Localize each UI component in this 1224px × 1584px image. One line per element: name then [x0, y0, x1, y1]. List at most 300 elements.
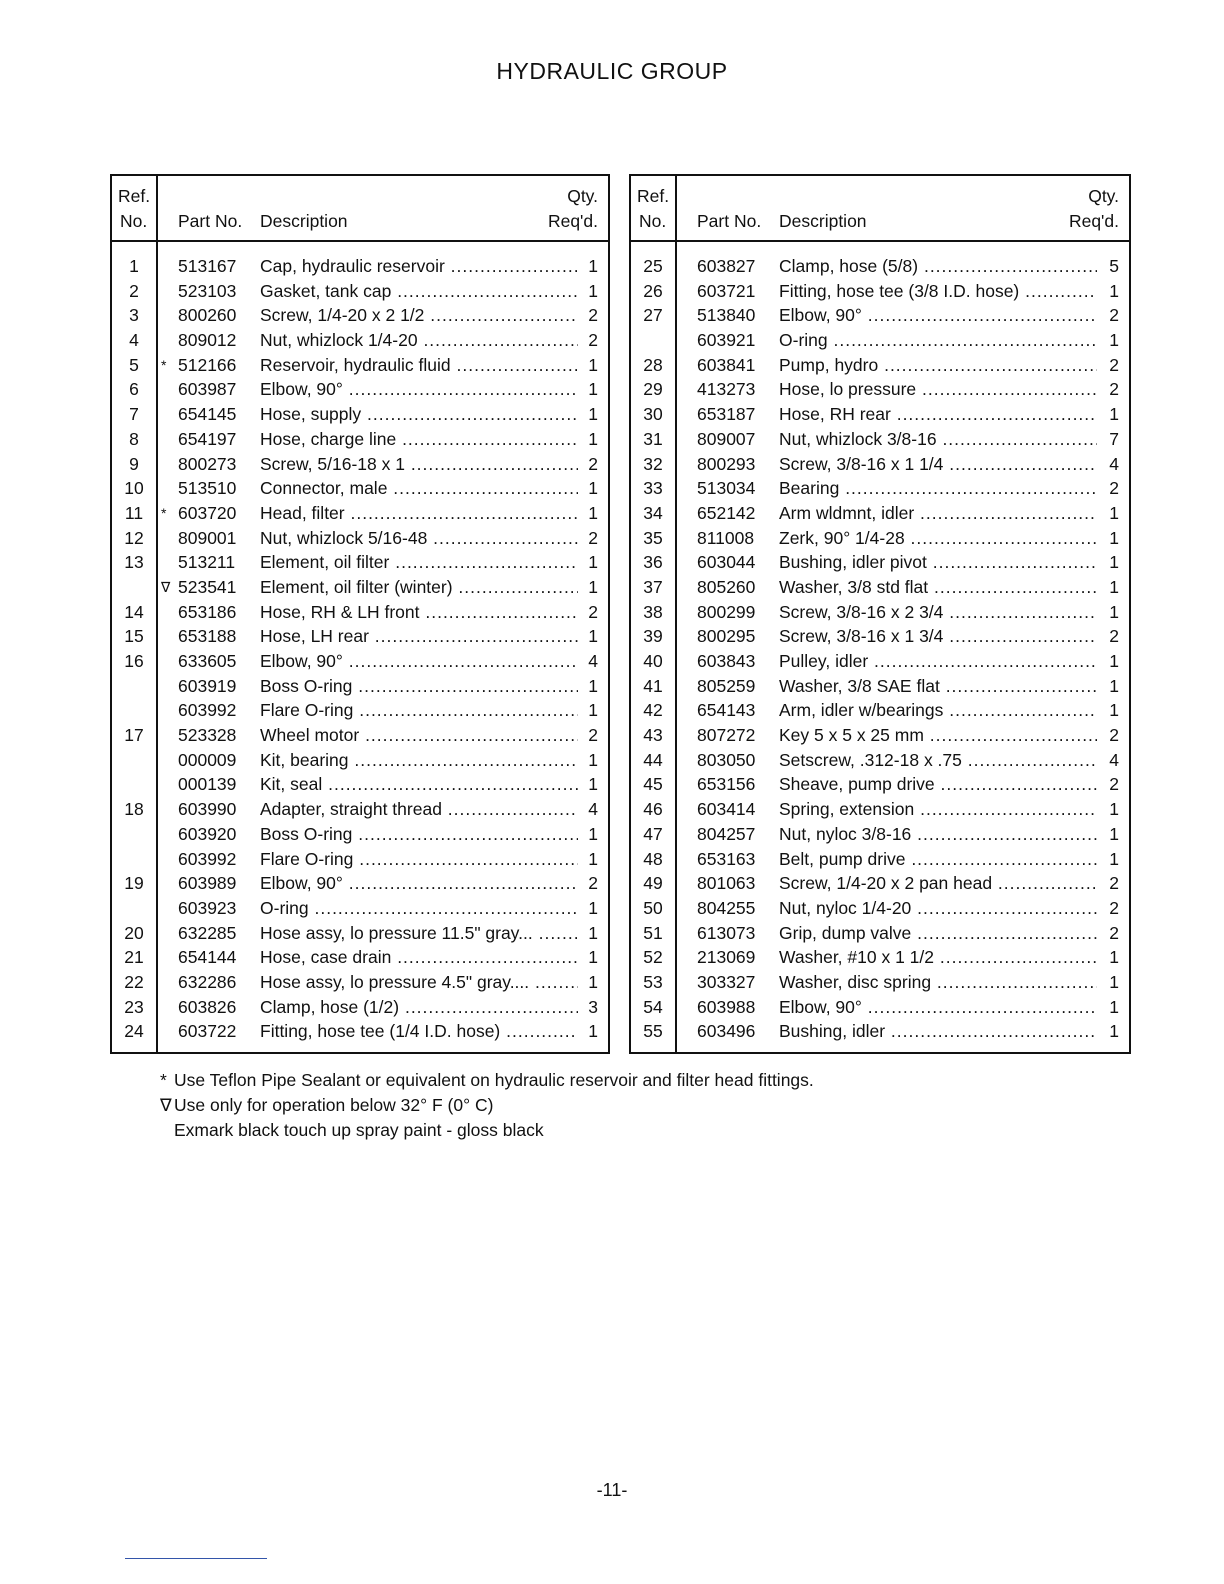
table-row	[631, 279, 1129, 304]
qty-required: 1	[588, 897, 598, 918]
qty-required: 1	[1109, 996, 1119, 1017]
description: Screw, 1/4-20 x 2 pan head .....	[779, 871, 1097, 896]
table-row	[112, 550, 608, 575]
part-no: 800295	[697, 626, 756, 647]
table-row	[631, 772, 1129, 797]
part-no: 603987	[178, 379, 237, 400]
table-body-left	[112, 254, 608, 1044]
qty-required: 4	[588, 799, 598, 820]
part-no: 809001	[178, 527, 237, 548]
table-row	[631, 476, 1129, 501]
qty-required: 1	[588, 552, 598, 573]
ref-no: 5	[129, 354, 139, 375]
qty-required: 2	[1109, 897, 1119, 918]
ref-no: 14	[124, 601, 144, 622]
header-qty: Qty.	[567, 186, 598, 206]
header-divider	[112, 240, 608, 242]
part-no: 603992	[178, 700, 237, 721]
ref-no: 32	[643, 453, 663, 474]
description: Hose, RH rear .....	[779, 402, 1097, 427]
part-no: 603827	[697, 256, 756, 276]
table-row	[112, 748, 608, 773]
part-no: 603988	[697, 996, 756, 1017]
part-no: 801063	[697, 873, 756, 894]
ref-no: 22	[124, 971, 144, 992]
qty-required: 1	[588, 404, 598, 425]
qty-required: 4	[1109, 453, 1119, 474]
table-row	[112, 624, 608, 649]
qty-required: 1	[1109, 971, 1119, 992]
qty-required: 4	[1109, 749, 1119, 770]
part-no: 603722	[178, 1021, 237, 1042]
description: Nut, whizlock 5/16-48 .....	[260, 526, 578, 551]
ref-no: 36	[643, 552, 663, 573]
footnote-text: Use only for operation below 32° F (0° C)	[174, 1095, 494, 1115]
table-row	[631, 452, 1129, 477]
header-reqd: Req'd.	[1068, 211, 1119, 231]
qty-required: 1	[1109, 799, 1119, 820]
header-reqd: Req'd.	[547, 211, 598, 231]
description: Washer, 3/8 std flat .....	[779, 575, 1097, 600]
table-row	[112, 427, 608, 452]
qty-required: 1	[1109, 700, 1119, 721]
qty-required: 1	[588, 428, 598, 449]
description: Screw, 3/8-16 x 1 1/4 .....	[779, 452, 1097, 477]
description: Fitting, hose tee (1/4 I.D. hose) .....	[260, 1019, 578, 1044]
table-row	[112, 871, 608, 896]
table-row	[631, 847, 1129, 872]
table-body-right	[631, 254, 1129, 1044]
footnote-text: Exmark black touch up spray paint - gloss black	[174, 1120, 544, 1140]
part-no: 807272	[697, 725, 756, 746]
qty-required: 1	[588, 675, 598, 696]
page-number: -11-	[596, 1480, 628, 1500]
ref-no: 49	[643, 873, 663, 894]
table-row	[112, 600, 608, 625]
qty-required: 1	[588, 1021, 598, 1042]
part-no: 653156	[697, 774, 756, 795]
description: Screw, 1/4-20 x 2 1/2 .....	[260, 303, 578, 328]
ref-no: 27	[643, 305, 663, 326]
table-row	[631, 328, 1129, 353]
part-no: 804255	[697, 897, 756, 918]
ref-no: 3	[129, 305, 139, 326]
part-no: 523103	[178, 280, 237, 301]
description: Kit, bearing .....	[260, 748, 578, 773]
qty-required: 1	[1109, 552, 1119, 573]
description: Adapter, straight thread .....	[260, 797, 578, 822]
part-no: 000009	[178, 749, 237, 770]
ref-no: 41	[643, 675, 663, 696]
table-row	[112, 279, 608, 304]
table-row	[112, 772, 608, 797]
description: Wheel motor .....	[260, 723, 578, 748]
ref-no: 52	[643, 947, 663, 968]
ref-no: 4	[129, 330, 139, 351]
footnote-paint	[160, 1118, 814, 1143]
description: Arm wldmnt, idler .....	[779, 501, 1097, 526]
table-row	[112, 822, 608, 847]
table-row	[631, 822, 1129, 847]
table-row	[112, 353, 608, 378]
description: O-ring .....	[260, 896, 578, 921]
part-no: 603720	[178, 502, 237, 523]
table-row	[631, 427, 1129, 452]
qty-required: 1	[1109, 1021, 1119, 1042]
header-description: Description	[779, 211, 867, 231]
ref-no: 39	[643, 626, 663, 647]
ref-no: 54	[643, 996, 663, 1017]
part-no: 809012	[178, 330, 237, 351]
description: Nut, nyloc 3/8-16 .....	[779, 822, 1097, 847]
header-no: No.	[639, 211, 667, 231]
ref-no: 45	[643, 774, 663, 795]
description: Bushing, idler pivot .....	[779, 550, 1097, 575]
row-marker: *	[161, 504, 167, 521]
description: Hose assy, lo pressure 4.5" gray.... .....	[260, 970, 578, 995]
parts-table-right	[629, 174, 1131, 1054]
part-no: 603414	[697, 799, 756, 820]
description: Elbow, 90° .....	[779, 995, 1097, 1020]
description: Flare O-ring .....	[260, 847, 578, 872]
qty-required: 1	[1109, 848, 1119, 869]
table-row	[631, 649, 1129, 674]
table-row	[631, 748, 1129, 773]
part-no: 513167	[178, 256, 237, 276]
footnote-text: Use Teflon Pipe Sealant or equivalent on hydraulic reservoir and filter head fittings.	[174, 1070, 814, 1090]
table-row	[112, 797, 608, 822]
part-no: 652142	[697, 502, 756, 523]
ref-no: 10	[124, 478, 144, 499]
qty-required: 1	[588, 379, 598, 400]
row-marker: ∇	[161, 578, 171, 595]
footnotes	[160, 1068, 814, 1143]
ref-no: 43	[643, 725, 663, 746]
part-no: 800299	[697, 601, 756, 622]
footnote-winter	[160, 1093, 814, 1118]
table-row	[631, 526, 1129, 551]
part-no: 603920	[178, 823, 237, 844]
header-part-no: Part No.	[178, 211, 243, 231]
qty-required: 1	[1109, 675, 1119, 696]
part-no: 523541	[178, 576, 237, 597]
ref-no: 35	[643, 527, 663, 548]
table-row	[112, 995, 608, 1020]
part-no: 513510	[178, 478, 237, 499]
part-no: 632285	[178, 922, 237, 943]
table-row	[631, 575, 1129, 600]
description: Washer, 3/8 SAE flat .....	[779, 674, 1097, 699]
part-no: 654144	[178, 947, 237, 968]
table-row	[631, 550, 1129, 575]
ref-no: 55	[643, 1021, 663, 1042]
ref-no: 2	[129, 280, 139, 301]
part-no: 800273	[178, 453, 237, 474]
page-title: HYDRAULIC GROUP	[496, 58, 728, 84]
part-no: 800293	[697, 453, 756, 474]
part-no: 654197	[178, 428, 237, 449]
qty-required: 1	[1109, 330, 1119, 351]
table-row	[631, 254, 1129, 279]
description: Hose, lo pressure .....	[779, 377, 1097, 402]
qty-required: 2	[588, 305, 598, 326]
table-row	[112, 970, 608, 995]
ref-no: 21	[124, 947, 144, 968]
part-no: 800260	[178, 305, 237, 326]
part-no: 805260	[697, 576, 756, 597]
part-no: 512166	[178, 354, 237, 375]
qty-required: 2	[588, 527, 598, 548]
triangle-symbol: ∇	[160, 1095, 172, 1115]
part-no: 653186	[178, 601, 237, 622]
part-no: 603992	[178, 848, 237, 869]
description: Nut, whizlock 3/8-16 .....	[779, 427, 1097, 452]
description: Clamp, hose (5/8) .....	[779, 254, 1097, 279]
qty-required: 7	[1109, 428, 1119, 449]
qty-required: 2	[1109, 626, 1119, 647]
description: Screw, 3/8-16 x 2 3/4 .....	[779, 600, 1097, 625]
qty-required: 2	[588, 725, 598, 746]
description: Sheave, pump drive .....	[779, 772, 1097, 797]
description: Elbow, 90° .....	[260, 871, 578, 896]
part-no: 603826	[178, 996, 237, 1017]
qty-required: 2	[1109, 354, 1119, 375]
description: Element, oil filter .....	[260, 550, 578, 575]
qty-required: 1	[1109, 576, 1119, 597]
qty-required: 2	[1109, 873, 1119, 894]
asterisk-symbol: *	[160, 1070, 167, 1090]
description: Connector, male .....	[260, 476, 578, 501]
ref-no: 1	[129, 256, 139, 276]
description: Head, filter .....	[260, 501, 578, 526]
ref-no: 34	[643, 502, 663, 523]
qty-required: 1	[1109, 527, 1119, 548]
ref-no: 48	[643, 848, 663, 869]
table-row	[631, 501, 1129, 526]
ref-no: 7	[129, 404, 139, 425]
ref-no: 33	[643, 478, 663, 499]
description: Elbow, 90° .....	[260, 649, 578, 674]
qty-required: 1	[588, 700, 598, 721]
table-row	[112, 254, 608, 279]
part-no: 603923	[178, 897, 237, 918]
ref-no: 31	[643, 428, 663, 449]
ref-no: 44	[643, 749, 663, 770]
header-description: Description	[260, 211, 348, 231]
description: Element, oil filter (winter) .....	[260, 575, 578, 600]
description: Zerk, 90° 1/4-28 .....	[779, 526, 1097, 551]
table-row	[112, 723, 608, 748]
table-row	[631, 970, 1129, 995]
ref-no: 42	[643, 700, 663, 721]
part-no: 632286	[178, 971, 237, 992]
description: Washer, disc spring .....	[779, 970, 1097, 995]
part-no: 513840	[697, 305, 756, 326]
description: Elbow, 90° .....	[779, 303, 1097, 328]
description: Bushing, idler .....	[779, 1019, 1097, 1044]
description: Cap, hydraulic reservoir .....	[260, 254, 578, 279]
description: Grip, dump valve .....	[779, 921, 1097, 946]
table-row	[112, 526, 608, 551]
description: Hose, charge line .....	[260, 427, 578, 452]
table-row	[631, 995, 1129, 1020]
table-row	[631, 353, 1129, 378]
description: Belt, pump drive .....	[779, 847, 1097, 872]
qty-required: 5	[1109, 256, 1119, 276]
table-row	[112, 921, 608, 946]
qty-required: 1	[588, 971, 598, 992]
qty-required: 1	[588, 502, 598, 523]
description: Spring, extension .....	[779, 797, 1097, 822]
table-row	[112, 674, 608, 699]
ref-no: 37	[643, 576, 663, 597]
qty-required: 1	[1109, 601, 1119, 622]
part-no: 603496	[697, 1021, 756, 1042]
description: Screw, 3/8-16 x 1 3/4 .....	[779, 624, 1097, 649]
header-no: No.	[120, 211, 148, 231]
qty-required: 1	[588, 576, 598, 597]
qty-required: 2	[588, 330, 598, 351]
description: Setscrew, .312-18 x .75 .....	[779, 748, 1097, 773]
qty-required: 1	[1109, 280, 1119, 301]
part-no: 811008	[697, 527, 755, 548]
ref-no: 50	[643, 897, 663, 918]
ref-no: 20	[124, 922, 144, 943]
part-no: 603919	[178, 675, 237, 696]
description: Reservoir, hydraulic fluid .....	[260, 353, 578, 378]
part-no: 603843	[697, 651, 756, 671]
header-qty: Qty.	[1088, 186, 1119, 206]
table-row	[112, 896, 608, 921]
table-row	[631, 402, 1129, 427]
qty-required: 2	[1109, 305, 1119, 326]
description: Clamp, hose (1/2) .....	[260, 995, 578, 1020]
table-row	[112, 698, 608, 723]
part-no: 000139	[178, 774, 237, 795]
table-row	[631, 945, 1129, 970]
table-row	[631, 797, 1129, 822]
part-no: 213069	[697, 947, 756, 968]
table-row	[631, 674, 1129, 699]
table-row	[112, 649, 608, 674]
part-no: 805259	[697, 675, 756, 696]
ref-no: 30	[643, 404, 663, 425]
part-no: 653163	[697, 848, 756, 869]
qty-required: 1	[1109, 947, 1119, 968]
ref-no: 28	[643, 354, 663, 375]
table-row	[112, 1019, 608, 1044]
ref-no: 15	[124, 626, 144, 647]
qty-required: 1	[1109, 502, 1119, 523]
description: Flare O-ring .....	[260, 698, 578, 723]
ref-no: 53	[643, 971, 663, 992]
qty-required: 1	[588, 823, 598, 844]
description: Bearing .....	[779, 476, 1097, 501]
header-part-no: Part No.	[697, 211, 762, 231]
row-marker: *	[161, 356, 167, 373]
part-no: 513211	[178, 552, 236, 573]
table-row	[631, 723, 1129, 748]
table-row	[631, 624, 1129, 649]
description: O-ring .....	[779, 328, 1097, 353]
ref-no: 19	[124, 873, 144, 894]
table-row	[112, 303, 608, 328]
qty-required: 1	[588, 774, 598, 795]
table-row	[631, 921, 1129, 946]
qty-required: 1	[588, 922, 598, 943]
table-row	[112, 476, 608, 501]
qty-required: 1	[588, 256, 598, 276]
description: Key 5 x 5 x 25 mm .....	[779, 723, 1097, 748]
part-no: 603921	[697, 330, 756, 351]
ref-no: 13	[124, 552, 144, 573]
table-row	[112, 945, 608, 970]
ref-no: 17	[124, 725, 144, 746]
part-no: 803050	[697, 749, 756, 770]
part-no: 603989	[178, 873, 237, 894]
description: Arm, idler w/bearings .....	[779, 698, 1097, 723]
part-no: 654145	[178, 404, 237, 425]
qty-required: 1	[588, 848, 598, 869]
part-no: 513034	[697, 478, 756, 499]
qty-required: 2	[1109, 922, 1119, 943]
qty-required: 1	[1109, 651, 1119, 671]
table-row	[631, 1019, 1129, 1044]
part-no: 633605	[178, 651, 237, 671]
ref-no: 46	[643, 799, 663, 820]
ref-no: 23	[124, 996, 144, 1017]
table-row	[631, 600, 1129, 625]
table-row	[112, 402, 608, 427]
ref-no: 9	[129, 453, 139, 474]
part-no: 603721	[697, 280, 756, 301]
table-row	[112, 452, 608, 477]
header-divider	[631, 240, 1129, 242]
description: Hose, supply .....	[260, 402, 578, 427]
part-no: 523328	[178, 725, 237, 746]
parts-table-left	[110, 174, 610, 1054]
ref-no: 25	[643, 256, 663, 276]
part-no: 653187	[697, 404, 756, 425]
ref-no: 16	[124, 651, 144, 671]
ref-no: 18	[124, 799, 144, 820]
ref-no: 26	[643, 280, 663, 301]
part-no: 303327	[697, 971, 756, 992]
table-row	[631, 871, 1129, 896]
qty-required: 2	[588, 453, 598, 474]
bottom-rule	[125, 1558, 267, 1559]
qty-required: 1	[588, 947, 598, 968]
description: Hose, RH & LH front .....	[260, 600, 578, 625]
table-row	[631, 896, 1129, 921]
part-no: 413273	[697, 379, 756, 400]
description: Elbow, 90° .....	[260, 377, 578, 402]
qty-required: 1	[588, 749, 598, 770]
part-no: 613073	[697, 922, 756, 943]
description: Hose, LH rear .....	[260, 624, 578, 649]
ref-no: 11	[124, 502, 144, 523]
qty-required: 2	[588, 873, 598, 894]
qty-required: 2	[1109, 478, 1119, 499]
table-row	[112, 501, 608, 526]
ref-no: 40	[643, 651, 663, 671]
ref-no: 38	[643, 601, 663, 622]
part-no: 804257	[697, 823, 756, 844]
description: Hose assy, lo pressure 11.5" gray... .....	[260, 921, 578, 946]
header-ref: Ref.	[118, 186, 151, 206]
description: Hose, case drain .....	[260, 945, 578, 970]
description: Pulley, idler .....	[779, 649, 1097, 674]
